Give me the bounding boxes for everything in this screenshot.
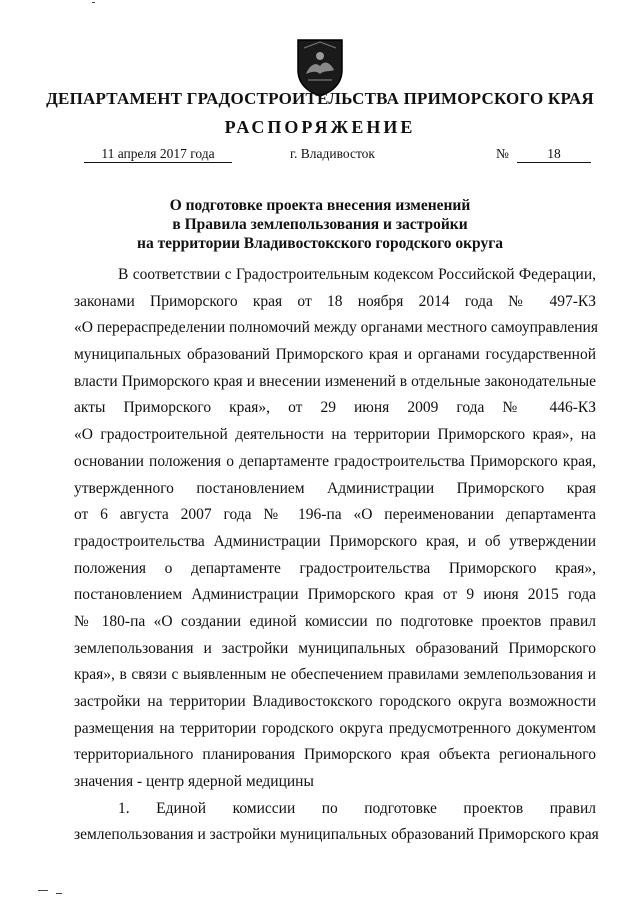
body-line: 1. Единой комиссии по подготовке проектов правил [118,799,596,817]
body-line: законами Приморского края от 18 ноября 2014 года № 497-КЗ [74,292,596,310]
document-date: 11 апреля 2017 года [84,146,232,163]
body-line: края», в связи с выявленным не обеспечением правилами землепользования и [74,666,596,684]
body-line: территориального планирования Приморского края объекта регионального [74,746,596,764]
number-label: № [496,146,509,161]
document-city: г. Владивосток [290,146,375,161]
title-line: на территории Владивостокского городского округа [137,235,503,252]
body-line: застройки на территории Владивостокского городского округа возможности [74,693,596,710]
title-line: О подготовке проекта внесения изменений [169,197,471,214]
body-line: размещения на территории городского округа предусмотренного документом [74,719,596,737]
document-body [74,262,599,849]
body-line: основании положения о департаменте градостроительства Приморского края, [74,452,596,470]
department-title: ДЕПАРТАМЕНТ ГРАДОСТРОИТЕЛЬСТВА ПРИМОРСКОГО КРАЯ [46,89,594,108]
document-type: РАСПОРЯЖЕНИЕ [224,117,416,137]
body-line: землепользования и застройки муниципальных образований Приморского края [74,826,599,844]
body-line: землепользования и застройки муниципальных образований Приморского [74,639,596,657]
document-number: 18 [517,146,591,163]
body-line: муниципальных образований Приморского края и органами государственной [74,346,596,364]
body-line: акты Приморского края», от 29 июня 2009 года № 446-КЗ [74,399,596,417]
body-line: положения о департаменте градостроительства Приморского края», [74,559,596,577]
body-line: В соответствии с Градостроительным кодексом Российской Федерации, [118,266,596,283]
body-line: градостроительства Администрации Приморского края, и об утверждении [74,532,596,550]
scan-artifact [56,893,62,894]
body-line: от 6 августа 2007 года № 196-па «О переименовании департамента [74,506,596,524]
body-line: постановлением Администрации Приморского края от 9 июня 2015 года [74,586,596,604]
title-line: в Правила землепользования и застройки [172,216,468,233]
body-line: значения - центр ядерной медицины [74,773,314,791]
scan-artifact [38,890,48,891]
document-title [60,196,580,253]
body-line: утвержденного постановлением Администрации Приморского края [74,479,596,497]
body-line: «О перераспределении полномочий между органами местного самоуправления [74,319,598,337]
body-line: власти Приморского края и внесении изменений в отдельные законодательные [74,372,596,390]
body-line: «О градостроительной деятельности на территории Приморского края», на [74,426,596,444]
scan-artifact [92,2,95,3]
body-line: № 180-па «О создании единой комиссии по подготовке проектов правил [74,612,596,630]
